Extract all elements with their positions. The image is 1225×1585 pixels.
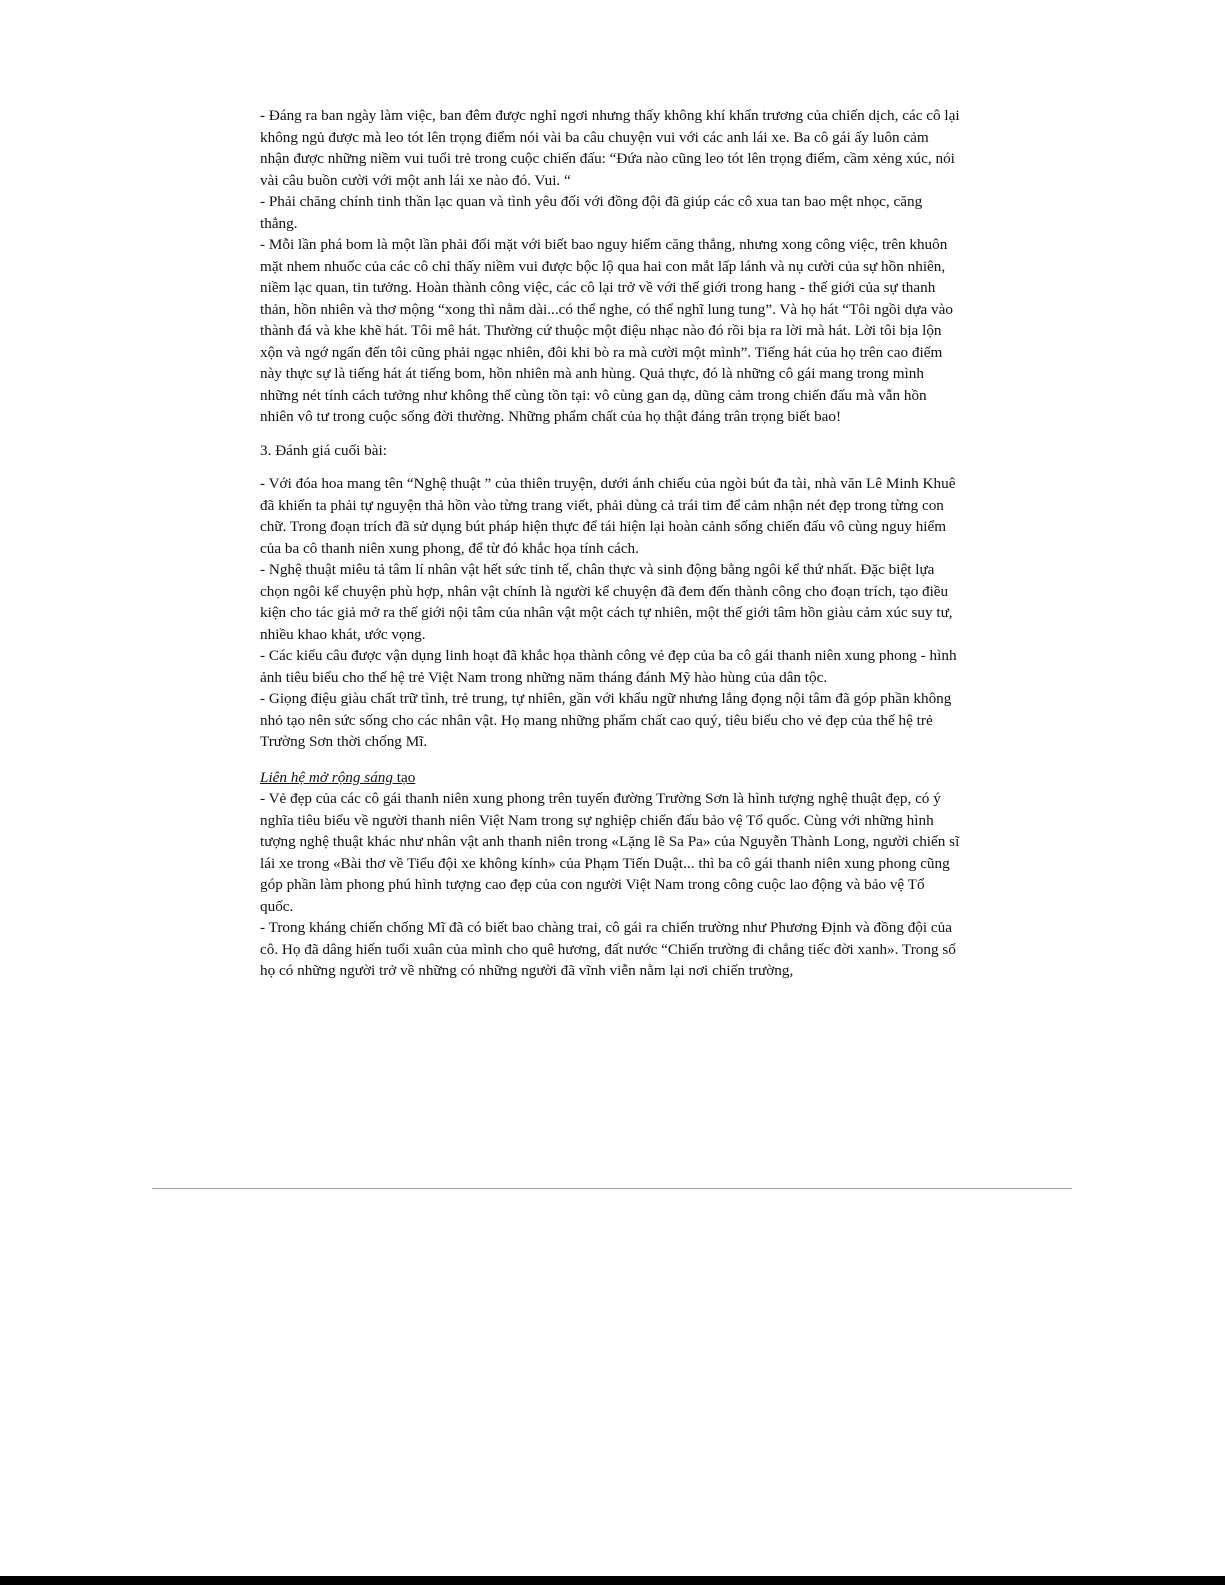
page-break-divider (152, 1188, 1072, 1189)
paragraph-optimism: - Phải chăng chính tinh thần lạc quan và tình yêu đối với đồng đội đã giúp các cô xua tan bao mệt nhọc, căng thẳng. (260, 193, 923, 232)
heading-italic-part: Liên hệ mở rộng sáng (260, 768, 393, 786)
section-heading-extension (260, 767, 960, 789)
document-body (260, 105, 960, 982)
paragraph-war-youth: - Trong kháng chiến chống Mĩ đã có biết bao chàng trai, cô gái ra chiến trường như Phương Định và đồng đội của cô. Họ đã dâng hiến tuổi xuân của mình cho quê hương, đất nước “Chiến trường đi chẳng tiếc đời xanh». Trong số họ có những người trở về những có những người đã vĩnh viễn nằm lại nơi chiến trường, (260, 919, 956, 979)
section-heading-evaluation: 3. Đánh giá cuối bài: (260, 441, 387, 459)
paragraph-bomb-defusing: - Mỗi lần phá bom là một lần phải đối mặt với biết bao nguy hiểm căng thẳng, nhưng xong công việc, trên khuôn mặt nhem nhuốc của các cô chỉ thấy niềm vui được bộc lộ qua hai con mắt lấp lánh và nụ cười của sự hồn nhiên, niềm lạc quan, tin tưởng. Hoàn thành công việc, các cô lại trở về với thế giới trong hang - thế giới của sự thanh thản, hồn nhiên và thơ mộng “xong thì nằm dài...có thể nghe, có thể nghĩ lung tung”. Và họ hát “Tôi ngồi dựa vào thành đá và khe khẽ hát. Tôi mê hát. Thường cứ thuộc một điệu nhạc nào đó rồi bịa ra lời mà hát. Lời tôi bịa lộn xộn và ngớ ngẩn đến tôi cũng phải ngạc nhiên, đôi khi bò ra mà cười một mình”. Tiếng hát của họ trên cao điểm này thực sự là tiếng hát át tiếng bom, hồn nhiên mà anh hùng. Quả thực, đó là những cô gái mang trong mình những nét tính cách tưởng như không thể cùng tồn tại: vô cùng gan dạ, dũng cảm trong chiến đấu mà vẫn hồn nhiên vô tư trong cuộc sống đời thường. Những phẩm chất của họ thật đáng trân trọng biết bao! (260, 236, 953, 425)
paragraph-night-activity: - Đáng ra ban ngày làm việc, ban đêm được nghỉ ngơi nhưng thấy không khí khẩn trương của chiến dịch, các cô lại không ngủ được mà leo tót lên trọng điểm nói vài ba câu chuyện vui với các anh lái xe. Ba cô gái ấy luôn cảm nhận được những niềm vui tuổi trẻ trong cuộc chiến đấu: “Đứa nào cũng leo tót lên trọng điểm, cầm xẻng xúc, nói vài câu buồn cười với một anh lái xe nào đó. Vui. “ (260, 107, 960, 189)
bottom-edge-bar (0, 1576, 1225, 1585)
paragraph-tone: - Giọng điệu giàu chất trữ tình, trẻ trung, tự nhiên, gần với khẩu ngữ nhưng lắng đọng nội tâm đã góp phần không nhỏ tạo nên sức sống cho các nhân vật. Họ mang những phẩm chất cao quý, tiêu biểu cho vẻ đẹp của thế hệ trẻ Trường Sơn thời chống Mĩ. (260, 690, 952, 750)
paragraph-beauty-volunteers: - Vẻ đẹp của các cô gái thanh niên xung phong trên tuyến đường Trường Sơn là hình tượng nghệ thuật đẹp, có ý nghĩa tiêu biểu về người thanh niên Việt Nam trong sự nghiệp chiến đấu bảo vệ Tổ quốc. Cùng với những hình tượng nghệ thuật khác như nhân vật anh thanh niên trong «Lặng lẽ Sa Pa» của Nguyễn Thành Long, người chiến sĩ lái xe trong «Bài thơ về Tiểu đội xe không kính» của Phạm Tiến Duật... thì ba cô gái thanh niên xung phong cũng góp phần làm phong phú hình tượng cao đẹp của con người Việt Nam trong công cuộc lao động và bảo vệ Tổ quốc. (260, 790, 960, 915)
paragraph-psychology: - Nghệ thuật miêu tả tâm lí nhân vật hết sức tinh tế, chân thực và sinh động bằng ngôi kể thứ nhất. Đặc biệt lựa chọn ngôi kể chuyện phù hợp, nhân vật chính là người kể chuyện đã đem đến thành công cho đoạn trích, tạo điều kiện cho tác giả mở ra thế giới nội tâm của nhân vật một cách tự nhiên, một thế giới tâm hồn giàu cảm xúc suy tư, nhiều khao khát, ước vọng. (260, 561, 953, 643)
heading-tail-part: tạo (392, 768, 416, 786)
paragraph-sentence-types: - Các kiểu câu được vận dụng linh hoạt đã khắc họa thành công vẻ đẹp của ba cô gái thanh niên xung phong - hình ảnh tiêu biểu cho thế hệ trẻ Việt Nam trong những năm tháng đánh Mỹ hào hùng của dân tộc. (260, 647, 957, 686)
paragraph-art-flower: - Với đóa hoa mang tên “Nghệ thuật ” của thiên truyện, dưới ánh chiếu của ngòi bút đa tài, nhà văn Lê Minh Khuê đã khiến ta phải tự nguyện thả hồn vào từng trang viết, phải dùng cả trái tim để cảm nhận nét đẹp trong từng con chữ. Trong đoạn trích đã sử dụng bút pháp hiện thực để tái hiện lại hoàn cảnh sống chiến đấu vô cùng nguy hiểm của ba cô thanh niên xung phong, để từ đó khắc họa tính cách. (260, 475, 956, 557)
